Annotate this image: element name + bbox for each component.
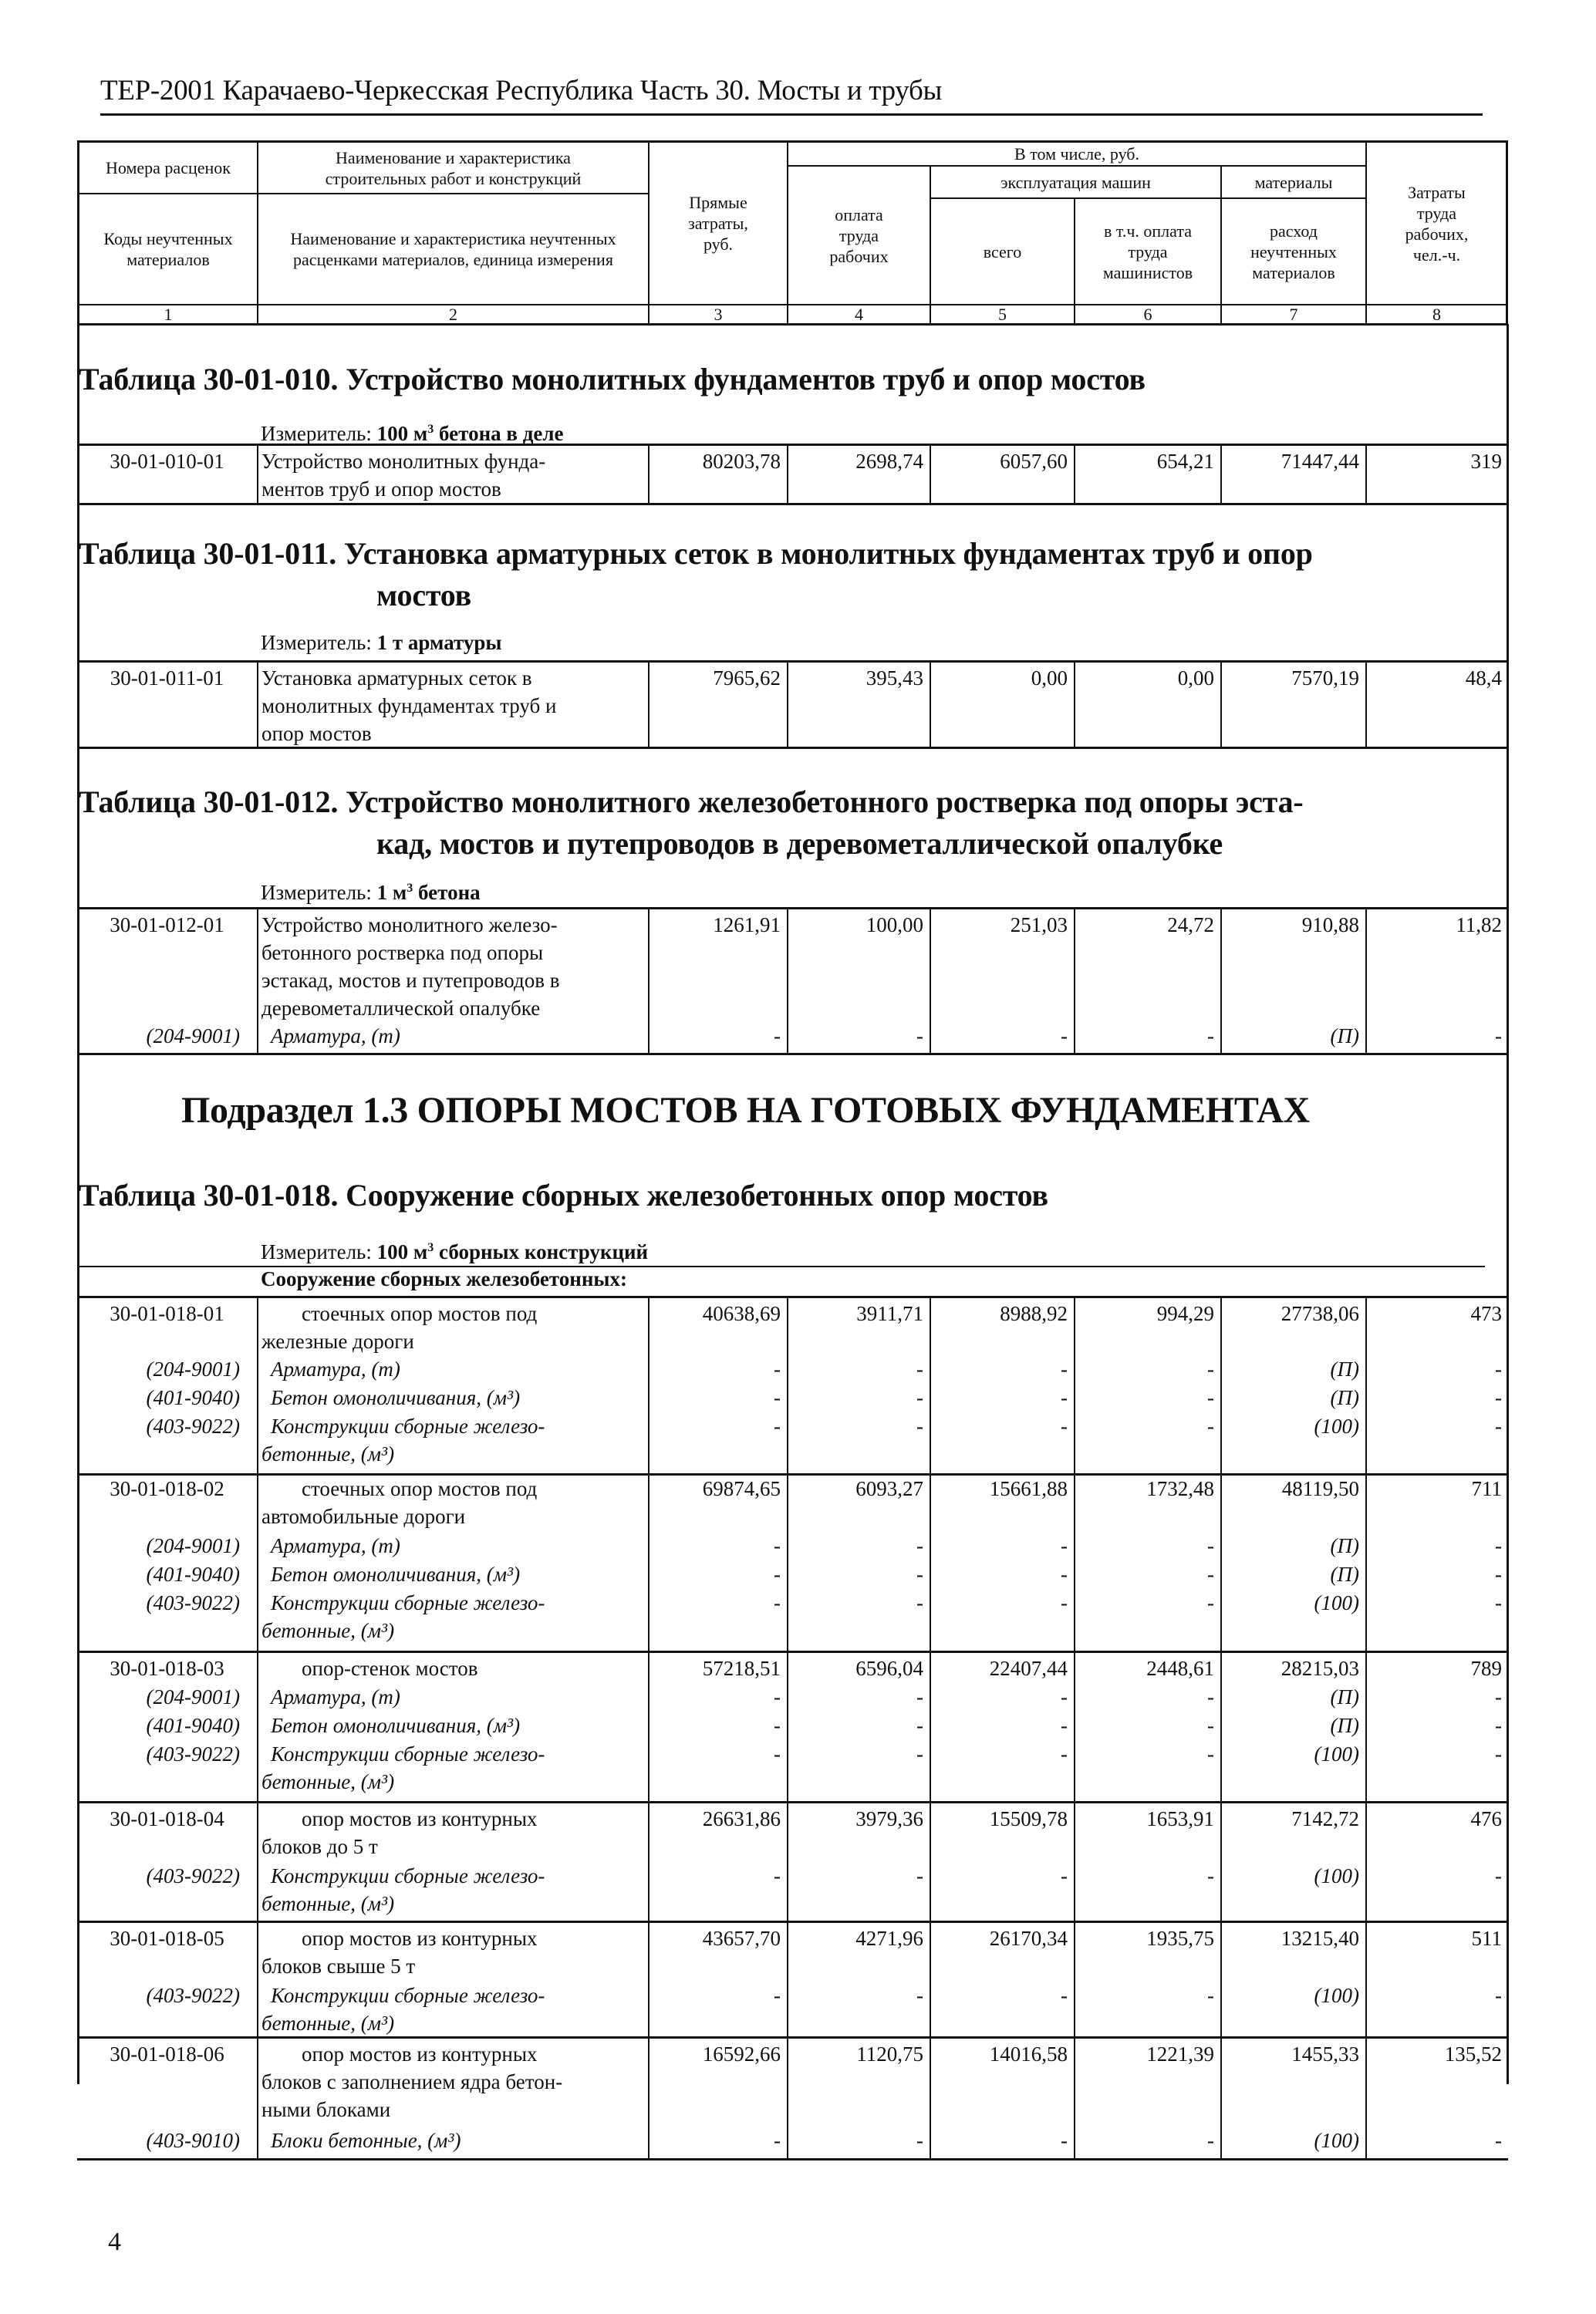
material-direct: -	[774, 1685, 781, 1709]
material-direct: -	[774, 1864, 781, 1887]
table-title-012: Таблица 30-01-012. Устройство монолитного железобетонного ростверка под опоры эста-	[79, 784, 1304, 819]
machines-total: 8988,92	[1000, 1302, 1068, 1325]
column-header-table	[77, 140, 1508, 326]
material-name: Конструкции сборные железо- бетонные, (м³)	[262, 1864, 545, 1915]
title-rule	[100, 113, 1483, 116]
rate-code: 30-01-012-01	[110, 913, 224, 936]
header-labor-pay: оплата труда рабочих	[829, 204, 889, 266]
material-hours: -	[1495, 1415, 1502, 1438]
material-direct: -	[774, 1386, 781, 1409]
direct-costs: 16592,66	[702, 2042, 781, 2066]
labor-hours: 11,82	[1456, 913, 1502, 936]
material-code: (403-9010)	[146, 2129, 240, 2152]
direct-costs: 57218,51	[702, 1657, 781, 1680]
material-code: (403-9022)	[146, 1984, 240, 2007]
material-code: (204-9001)	[146, 1024, 240, 1047]
rate-code: 30-01-018-05	[110, 1927, 224, 1950]
materials-cost: 27738,06	[1281, 1302, 1359, 1325]
direct-costs: 1261,91	[713, 913, 781, 936]
material-consumption: (П)	[1330, 1358, 1359, 1381]
machinists-pay: 654,21	[1156, 450, 1214, 473]
material-machines: -	[1061, 1563, 1068, 1586]
table-title-018: Таблица 30-01-018. Сооружение сборных железобетонных опор мостов	[79, 1178, 1048, 1213]
table-row	[77, 1653, 1508, 1803]
header-material-codes: Коды неучтенных материалов	[103, 229, 233, 269]
labor-pay: 6093,27	[855, 1477, 923, 1500]
machinists-pay: 1653,91	[1146, 1807, 1214, 1830]
material-machines: -	[1061, 1864, 1068, 1887]
material-direct: -	[774, 1714, 781, 1737]
labor-hours: 789	[1470, 1657, 1502, 1680]
labor-hours: 711	[1471, 1477, 1502, 1500]
material-direct: -	[774, 1415, 781, 1438]
table-row	[77, 1473, 1508, 1653]
rate-code: 30-01-018-02	[110, 1477, 224, 1500]
col-number-7: 7	[1289, 305, 1298, 324]
material-machines: -	[1061, 1984, 1068, 2007]
rate-name: стоечных опор мостов под железные дороги	[262, 1302, 538, 1353]
material-code: (403-9022)	[146, 1742, 240, 1766]
material-hours: -	[1495, 1685, 1502, 1709]
col-number-2: 2	[449, 305, 457, 324]
labor-pay: 395,43	[865, 666, 923, 690]
material-machines: -	[1061, 1358, 1068, 1381]
table-title-011: Таблица 30-01-011. Установка арматурных сеток в монолитных фундаментах труб и опор	[79, 536, 1313, 571]
direct-costs: 43657,70	[702, 1927, 781, 1950]
material-name: Конструкции сборные железо- бетонные, (м³)	[262, 1742, 545, 1793]
rate-name: опор-стенок мостов	[302, 1657, 478, 1680]
rate-code: 30-01-011-01	[110, 666, 224, 690]
table-row	[77, 444, 1508, 505]
material-consumption: (П)	[1330, 1714, 1359, 1737]
col-number-6: 6	[1143, 305, 1152, 324]
material-direct: -	[774, 2129, 781, 2152]
materials-cost: 7142,72	[1291, 1807, 1359, 1830]
material-name: Конструкции сборные железо- бетонные, (м³)	[262, 1591, 545, 1642]
labor-pay: 1120,75	[856, 2042, 923, 2066]
material-machinists: -	[1207, 1984, 1214, 2007]
material-direct: -	[774, 1563, 781, 1586]
material-direct: -	[774, 1742, 781, 1766]
material-name: Бетон омоноличивания, (м³)	[271, 1714, 521, 1737]
material-hours: -	[1495, 1563, 1502, 1586]
material-code: (403-9022)	[146, 1591, 240, 1614]
material-labor: -	[916, 1685, 923, 1709]
col-number-4: 4	[855, 305, 863, 324]
material-consumption: (100)	[1314, 2129, 1359, 2152]
header-rate-numbers: Номера расценок	[106, 158, 231, 177]
machinists-pay: 994,29	[1156, 1302, 1214, 1325]
materials-cost: 1455,33	[1291, 2042, 1359, 2066]
rate-code: 30-01-018-06	[110, 2042, 224, 2066]
materials-cost: 7570,19	[1291, 666, 1359, 690]
material-machinists: -	[1207, 1534, 1214, 1557]
material-labor: -	[916, 2129, 923, 2152]
material-hours: -	[1495, 1742, 1502, 1766]
labor-pay: 3911,71	[856, 1302, 923, 1325]
material-machinists: -	[1207, 1024, 1214, 1047]
material-labor: -	[916, 1534, 923, 1557]
header-materials-consumption: расход неучтенных материалов	[1250, 221, 1337, 282]
table-row	[77, 1803, 1508, 1923]
header-direct-costs: Прямые затраты, руб.	[688, 193, 748, 254]
material-direct: -	[774, 1024, 781, 1047]
material-hours: -	[1495, 1864, 1502, 1887]
material-name: Арматура, (т)	[271, 1024, 400, 1047]
material-machines: -	[1061, 1742, 1068, 1766]
material-machinists: -	[1207, 1864, 1214, 1887]
material-name: Конструкции сборные железо- бетонные, (м³)	[262, 1984, 545, 2035]
material-name: Арматура, (т)	[271, 1358, 400, 1381]
machines-total: 22407,44	[989, 1657, 1068, 1680]
material-machines: -	[1061, 1534, 1068, 1557]
rate-name: опор мостов из контурных блоков свыше 5 т	[262, 1927, 538, 1978]
machines-total: 251,03	[1010, 913, 1068, 936]
machines-total: 26170,34	[989, 1927, 1068, 1950]
col-number-3: 3	[714, 305, 723, 324]
machinists-pay: 0,00	[1177, 666, 1214, 690]
rate-code: 30-01-018-03	[110, 1657, 224, 1680]
material-machines: -	[1061, 1591, 1068, 1614]
material-machinists: -	[1207, 1386, 1214, 1409]
material-hours: -	[1495, 1591, 1502, 1614]
meter-011: Измеритель: 1 т арматуры	[261, 631, 502, 654]
direct-costs: 69874,65	[702, 1477, 781, 1500]
materials-cost: 13215,40	[1281, 1927, 1359, 1950]
table-row	[77, 1296, 1508, 1476]
material-machines: -	[1061, 2129, 1068, 2152]
material-code: (403-9022)	[146, 1864, 240, 1887]
labor-hours: 473	[1470, 1302, 1502, 1325]
meter-010: Измеритель: 100 $м^3$ бетона в деле	[261, 422, 564, 445]
labor-pay: 100,00	[865, 913, 923, 936]
table-row	[77, 660, 1508, 749]
machinists-pay: 1221,39	[1146, 2042, 1214, 2066]
labor-pay: 2698,74	[855, 450, 923, 473]
header-machines-total: всего	[983, 241, 1022, 261]
material-machinists: -	[1207, 1358, 1214, 1381]
rate-name: опор мостов из контурных блоков до 5 т	[262, 1807, 538, 1858]
rate-name: опор мостов из контурных блоков с заполнением ядра бетон- ными блоками	[262, 2042, 563, 2121]
material-name: Бетон омоноличивания, (м³)	[271, 1563, 521, 1586]
rate-name: Устройство монолитного железо- бетонного ростверка под опоры эстакад, мостов и путепроводов в деревометаллической опалубке	[262, 913, 560, 1020]
material-labor: -	[916, 1714, 923, 1737]
materials-cost: 28215,03	[1281, 1657, 1359, 1680]
machines-total: 14016,58	[989, 2042, 1068, 2066]
material-name: Конструкции сборные железо- бетонные, (м³)	[262, 1415, 545, 1466]
material-consumption: (П)	[1330, 1563, 1359, 1586]
material-hours: -	[1495, 1024, 1502, 1047]
rate-code: 30-01-010-01	[110, 450, 224, 473]
header-work-name: Наименование и характеристика строительных работ и конструкций	[325, 147, 582, 188]
machines-total: 15661,88	[989, 1477, 1068, 1500]
table-row	[77, 2039, 1508, 2161]
labor-hours: 476	[1470, 1807, 1502, 1830]
material-machinists: -	[1207, 1591, 1214, 1614]
material-labor: -	[916, 1358, 923, 1381]
material-consumption: (П)	[1330, 1685, 1359, 1709]
labor-pay: 4271,96	[855, 1927, 923, 1950]
table-row	[77, 1923, 1508, 2039]
header-materials-group: материалы	[1254, 172, 1333, 192]
materials-cost: 71447,44	[1281, 450, 1359, 473]
direct-costs: 40638,69	[702, 1302, 781, 1325]
col-number-8: 8	[1432, 305, 1441, 324]
material-machinists: -	[1207, 1742, 1214, 1766]
materials-cost: 48119,50	[1281, 1477, 1359, 1500]
material-consumption: (100)	[1314, 1742, 1359, 1766]
material-name: Бетон омоноличивания, (м³)	[271, 1386, 521, 1409]
col-number-1: 1	[164, 305, 173, 324]
material-machinists: -	[1207, 1415, 1214, 1438]
material-direct: -	[774, 1534, 781, 1557]
material-name: Арматура, (т)	[271, 1685, 400, 1709]
material-code: (401-9040)	[146, 1386, 240, 1409]
table-title-011-cont: мостов	[376, 578, 471, 612]
material-machinists: -	[1207, 1563, 1214, 1586]
direct-costs: 7965,62	[713, 666, 781, 690]
material-consumption: (100)	[1314, 1415, 1359, 1438]
materials-cost: 910,88	[1301, 913, 1359, 936]
material-hours: -	[1495, 1984, 1502, 2007]
machinists-pay: 1935,75	[1146, 1927, 1214, 1950]
material-consumption: (100)	[1314, 1984, 1359, 2007]
material-labor: -	[916, 1984, 923, 2007]
labor-hours: 319	[1470, 450, 1502, 473]
material-machinists: -	[1207, 1685, 1214, 1709]
material-labor: -	[916, 1386, 923, 1409]
material-consumption: (П)	[1330, 1024, 1359, 1047]
material-machinists: -	[1207, 1714, 1214, 1737]
machines-total: 0,00	[1031, 666, 1068, 690]
rate-name: Устройство монолитных фунда- ментов труб и опор мостов	[262, 450, 546, 501]
meter-018: Измеритель: 100 $м^3$ сборных конструкций	[261, 1240, 649, 1263]
material-direct: -	[774, 1358, 781, 1381]
machinists-pay: 24,72	[1167, 913, 1214, 936]
material-labor: -	[916, 1024, 923, 1047]
material-hours: -	[1495, 1534, 1502, 1557]
machines-total: 6057,60	[1000, 450, 1068, 473]
material-labor: -	[916, 1742, 923, 1766]
group-heading: Сооружение сборных железобетонных:	[261, 1267, 627, 1290]
material-machines: -	[1061, 1685, 1068, 1709]
machinists-pay: 2448,61	[1146, 1657, 1214, 1680]
material-consumption: (П)	[1330, 1534, 1359, 1557]
material-code: (401-9040)	[146, 1563, 240, 1586]
header-machines-group: эксплуатация машин	[1000, 172, 1151, 192]
material-machines: -	[1061, 1714, 1068, 1737]
material-consumption: (100)	[1314, 1591, 1359, 1614]
material-direct: -	[774, 1984, 781, 2007]
material-labor: -	[916, 1563, 923, 1586]
direct-costs: 26631,86	[702, 1807, 781, 1830]
material-consumption: (П)	[1330, 1386, 1359, 1409]
material-code: (204-9001)	[146, 1358, 240, 1381]
col-number-5: 5	[998, 305, 1007, 324]
material-hours: -	[1495, 2129, 1502, 2152]
material-hours: -	[1495, 1386, 1502, 1409]
material-machines: -	[1061, 1024, 1068, 1047]
material-code: (204-9001)	[146, 1685, 240, 1709]
direct-costs: 80203,78	[702, 450, 781, 473]
material-labor: -	[916, 1591, 923, 1614]
subsection-title: Подраздел 1.3 ОПОРЫ МОСТОВ НА ГОТОВЫХ ФУНДАМЕНТАХ	[181, 1090, 1310, 1131]
material-code: (401-9040)	[146, 1714, 240, 1737]
header-material-name: Наименование и характеристика неучтенных расценками материалов, единица измерения	[290, 229, 616, 269]
machinists-pay: 1732,48	[1146, 1477, 1214, 1500]
material-hours: -	[1495, 1714, 1502, 1737]
material-machines: -	[1061, 1386, 1068, 1409]
rate-code: 30-01-018-04	[110, 1807, 224, 1830]
material-labor: -	[916, 1415, 923, 1438]
labor-hours: 135,52	[1444, 2042, 1502, 2066]
material-name: Арматура, (т)	[271, 1534, 400, 1557]
rate-code: 30-01-018-01	[110, 1302, 224, 1325]
rate-name: Установка арматурных сеток в монолитных фундаментах труб и опор мостов	[262, 666, 557, 745]
meter-012: Измеритель: 1 $м^3$ бетона	[261, 881, 481, 904]
machines-total: 15509,78	[989, 1807, 1068, 1830]
material-labor: -	[916, 1864, 923, 1887]
material-code: (204-9001)	[146, 1534, 240, 1557]
labor-hours: 511	[1471, 1927, 1502, 1950]
rate-name: стоечных опор мостов под автомобильные дороги	[262, 1477, 538, 1528]
material-name: Блоки бетонные, (м³)	[271, 2129, 461, 2152]
material-hours: -	[1495, 1358, 1502, 1381]
labor-pay: 6596,04	[855, 1657, 923, 1680]
material-code: (403-9022)	[146, 1415, 240, 1438]
header-machinists-pay: в т.ч. оплата труда машинистов	[1102, 221, 1193, 282]
material-direct: -	[774, 1591, 781, 1614]
material-machinists: -	[1207, 2129, 1214, 2152]
material-consumption: (100)	[1314, 1864, 1359, 1887]
table-title-012-cont: кад, мостов и путепроводов в деревометаллической опалубке	[376, 826, 1223, 861]
material-machines: -	[1061, 1415, 1068, 1438]
table-title-010: Таблица 30-01-010. Устройство монолитных фундаментов труб и опор мостов	[79, 362, 1146, 396]
page-title: ТЕР-2001 Карачаево-Черкесская Республика Часть 30. Мосты и трубы	[100, 75, 943, 106]
header-labor-hours: Затраты труда рабочих, чел.-ч.	[1405, 182, 1469, 265]
page-number: 4	[108, 2228, 121, 2256]
header-including: В том числе, руб.	[1014, 144, 1139, 164]
labor-pay: 3979,36	[855, 1807, 923, 1830]
table-row	[77, 907, 1508, 1055]
labor-hours: 48,4	[1465, 666, 1502, 690]
